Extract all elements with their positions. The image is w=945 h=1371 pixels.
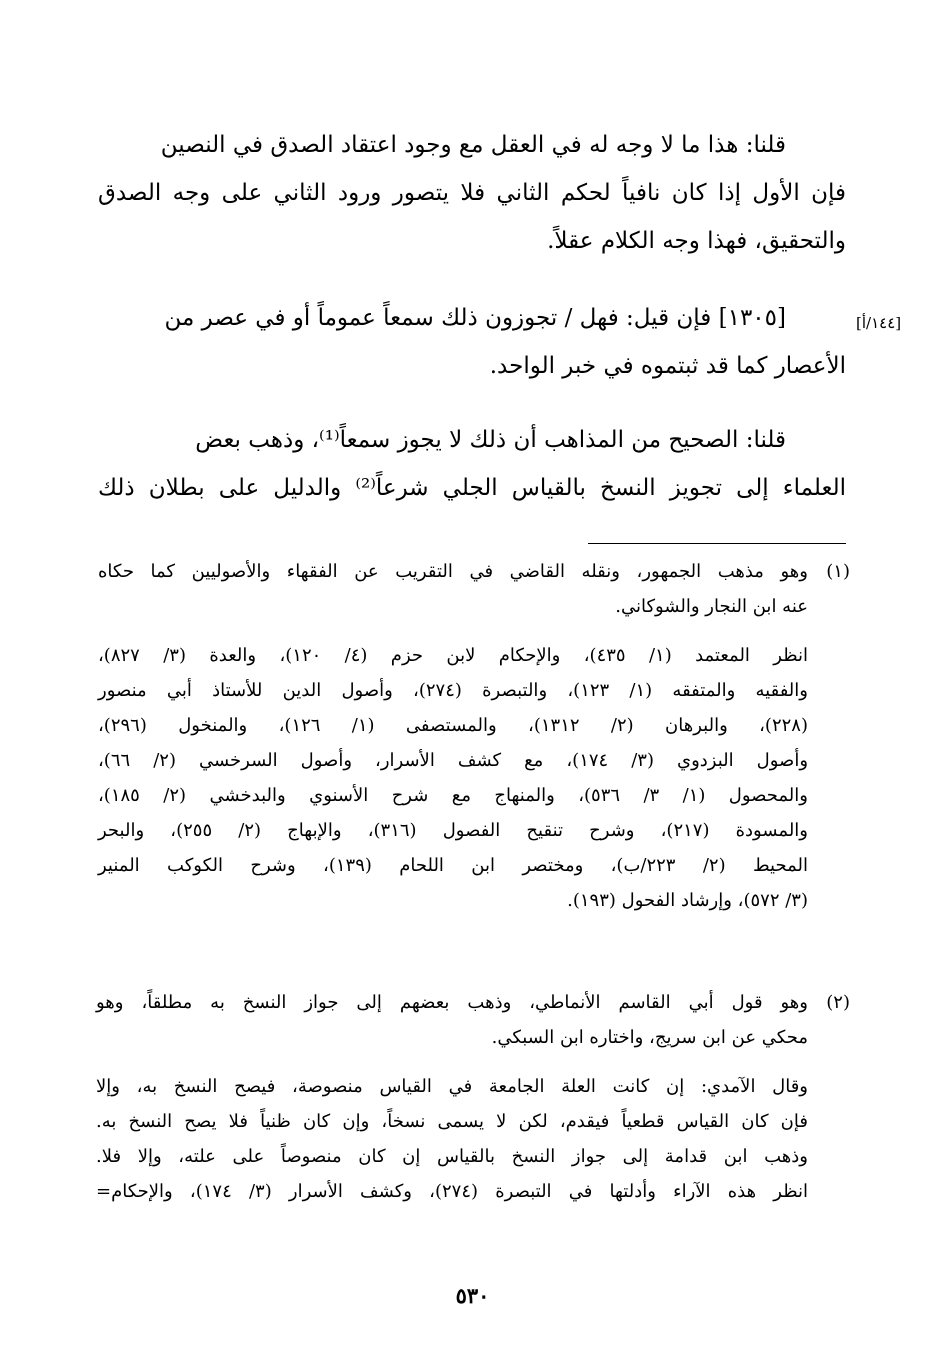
footnote-number: (٢) <box>826 992 850 1013</box>
paragraph-3 <box>98 427 846 519</box>
footnote-line: فإن كان القياس قطعياً فيقدم، لكن لا يسمى نسخاً، وإن كان ظنياً فلا يصح النسخ به. <box>96 1111 808 1132</box>
footnote-2 <box>96 992 850 1242</box>
footnote-line: والمسودة (٢١٧)، وشرح تنقيح الفصول (٣١٦)، والإبهاج (٢/ ٢٥٥)، والبحر <box>98 820 808 841</box>
page-number: ٥٣٠ <box>455 1283 490 1308</box>
footnote-line: (٣/ ٥٧٢)، وإرشاد الفحول (١٩٣). <box>567 890 808 911</box>
footnote-line: انظر المعتمد (١/ ٤٣٥)، والإحكام لابن حزم (٤/ ١٢٠)، والعدة (٣/ ٨٢٧)، <box>98 645 809 666</box>
footnote-line: (٢٢٨)، والبرهان (٢/ ١٣١٢)، والمستصفى (١/ ١٢٦)، والمنخول (٢٩٦)، <box>98 715 808 736</box>
margin-reference: [١٤٤/أ] <box>856 314 902 332</box>
footnote-line: انظر هذه الآراء وأدلتها في التبصرة (٢٧٤)، وكشف الأسرار (٣/ ١٧٤)، والإحكام= <box>96 1181 808 1202</box>
footnote-number: (١) <box>826 561 850 582</box>
text-line: والتحقيق، فهذا وجه الكلام عقلاً. <box>547 228 846 254</box>
footnote-separator <box>588 543 846 544</box>
paragraph-1 <box>98 132 846 272</box>
footnote-line: المحيط (٢/ ٢٢٣/ب)، ومختصر ابن اللحام (١٣٩)، وشرح الكوكب المنير <box>98 855 808 876</box>
footnote-line: وهو قول أبي القاسم الأنماطي، وذهب بعضهم إلى جواز النسخ به مطلقاً، وهو <box>96 992 808 1013</box>
footnote-line: وقال الآمدي: إن كانت العلة الجامعة في القياس منصوصة، فيصح النسخ به، وإلا <box>96 1076 808 1097</box>
text-line: قلنا: الصحيح من المذاهب أن ذلك لا يجوز سمعاً⁽¹⁾، وذهب بعض <box>195 427 786 453</box>
text-line: [١٣٠٥] فإن قيل: فهل / تجوزون ذلك سمعاً عموماً أو في عصر من <box>164 305 786 331</box>
footnote-line: والمحصول (١/ ٣/ ٥٣٦)، والمنهاج مع شرح الأسنوي والبدخشي (٢/ ١٨٥)، <box>98 785 808 806</box>
footnote-line: عنه ابن النجار والشوكاني. <box>615 596 808 617</box>
text-line: العلماء إلى تجويز النسخ بالقياس الجلي شرعاً⁽²⁾ والدليل على بطلان ذلك <box>98 475 846 501</box>
footnote-line: والفقيه والمتفقه (١/ ١٢٣)، والتبصرة (٢٧٤)، وأصول الدين للأستاذ أبي منصور <box>98 680 808 701</box>
text-line: فإن الأول إذا كان نافياً لحكم الثاني فلا يتصور ورود الثاني على وجه الصدق <box>98 180 846 206</box>
footnote-line: وأصول البزدوي (٣/ ١٧٤)، مع كشف الأسرار، وأصول السرخسي (٢/ ٦٦)، <box>98 750 809 771</box>
footnote-line: محكي عن ابن سريج، واختاره ابن السبكي. <box>491 1027 808 1048</box>
footnote-1 <box>98 561 850 981</box>
paragraph-2 <box>98 305 846 395</box>
footnote-line: وذهب ابن قدامة إلى جواز النسخ بالقياس إن كان منصوصاً على علته، وإلا فلا. <box>96 1146 808 1167</box>
text-line: قلنا: هذا ما لا وجه له في العقل مع وجود اعتقاد الصدق في النصين <box>160 132 786 158</box>
footnote-line: وهو مذهب الجمهور، ونقله القاضي في التقريب عن الفقهاء والأصوليين كما حكاه <box>98 561 808 582</box>
text-line: الأعصار كما قد ثبتموه في خبر الواحد. <box>489 353 846 379</box>
